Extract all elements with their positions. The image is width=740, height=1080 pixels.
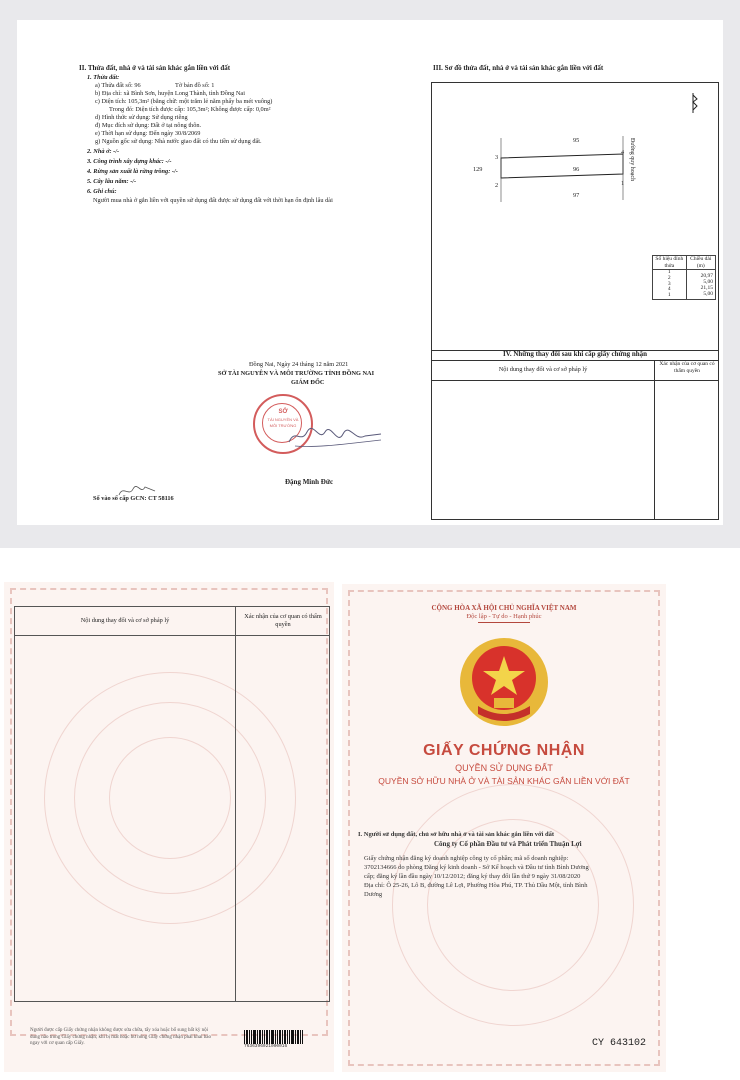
changes-col-content: Nội dung thay đổi và cơ sở pháp lý	[498, 366, 588, 373]
vertex-label-4: 4	[621, 149, 625, 156]
signer-name: Đặng Minh Đức	[285, 478, 334, 486]
notes-text: Người mua nhà ở gắn liền với quyền sử dụng đất được sử dụng đất với thời hạn ổn định lâu dài	[93, 197, 333, 204]
blank-col-content: Nội dung thay đổi và cơ sở pháp lý	[80, 617, 170, 624]
signing-date: Đồng Nai, Ngày 24 tháng 12 năm 2021	[249, 361, 349, 368]
registry-number: Số vào sổ cấp GCN: CT 58116	[93, 495, 174, 502]
table-row-vertex: 4	[667, 286, 671, 293]
owner-detail-line: Dương	[364, 891, 383, 898]
parcel-plan-frame	[431, 82, 719, 351]
owner-detail-line: cấp; đăng ký lần đầu ngày 10/12/2012; đăng ký thay đổi lần thứ 9 ngày 31/08/2020	[364, 873, 581, 880]
neighbor-parcel-south: 97	[573, 192, 580, 199]
parcel-label-center: 96	[573, 166, 580, 173]
issuing-agency: SỞ TÀI NGUYÊN VÀ MÔI TRƯỜNG TỈNH ĐỒNG NAI	[218, 370, 375, 377]
certificate-cover-page	[0, 548, 740, 1080]
use-purpose: đ) Mục đích sử dụng: Đất ở tại nông thôn.	[95, 122, 202, 129]
vertex-label-3: 3	[495, 154, 499, 161]
owner-heading: I. Người sử dụng đất, chủ sở hữu nhà ở và tài sản khác gắn liền với đất	[358, 831, 555, 838]
table-row-length: 21,15	[700, 284, 713, 291]
cover-left-panel	[4, 582, 334, 1072]
seal-text-1: SỞ	[278, 409, 288, 415]
signature-scribble	[285, 420, 385, 452]
area-detail: Trong đó: Diện tích được cấp: 105,3m²; Không được cấp: 0,0m²	[109, 106, 271, 113]
construction-item: 3. Công trình xây dựng khác: -/-	[87, 158, 172, 165]
signer-role: GIÁM ĐỐC	[291, 379, 325, 386]
seal-text-2: TÀI NGUYÊN VÀ	[267, 417, 299, 422]
notes-heading: 6. Ghi chú:	[87, 188, 117, 195]
vertex-label-1: 1	[621, 180, 625, 187]
registry-initials	[115, 483, 159, 499]
table-row-length: 5,00	[703, 279, 713, 286]
certificate-subtitle-2: QUYỀN SỞ HỮU NHÀ Ở VÀ TÀI SẢN KHÁC GẮN LIỀN VỚI ĐẤT	[378, 776, 630, 786]
section-3-title: III. Sơ đồ thửa đất, nhà ở và tài sản khác gắn liền với đất	[433, 64, 604, 72]
cover-right-panel	[342, 584, 666, 1072]
vertex-label-2: 2	[495, 182, 499, 189]
blank-col-confirm: Xác nhận của cơ quan có thẩm quyền	[244, 613, 322, 628]
owner-detail-line: Giấy chứng nhận đăng ký doanh nghiệp công ty cổ phần; mã số doanh nghiệp:	[364, 855, 569, 862]
table-row-vertex: 1	[667, 292, 671, 299]
barcode-number: 7636396021000016	[244, 1044, 288, 1049]
certificate-title: GIẤY CHỨNG NHẬN	[423, 742, 585, 759]
land-heading: 1. Thửa đất:	[87, 74, 120, 81]
section-4-title: IV. Những thay đổi sau khi cấp giấy chứng nhận	[502, 350, 648, 358]
map-sheet-number: Tờ bản đồ số: 1	[175, 82, 215, 89]
address: b) Địa chỉ: xã Bình Sơn, huyện Long Thành, tỉnh Đồng Nai	[95, 90, 245, 97]
area: c) Diện tích: 105,3m² (bằng chữ: một trăm lẻ năm phẩy ba mét vuông)	[95, 98, 273, 105]
certificate-inner-page	[17, 20, 723, 525]
neighbor-parcel-north: 95	[573, 137, 580, 144]
forest-item: 4. Rừng sản xuất là rừng trồng: -/-	[87, 168, 178, 175]
changes-table-blank	[14, 606, 330, 1002]
parcel-sketch	[477, 130, 647, 210]
barcode	[244, 1030, 304, 1049]
house-item: 2. Nhà ở: -/-	[87, 148, 120, 155]
table-row-vertex: 2	[667, 274, 671, 281]
use-term: e) Thời hạn sử dụng: Đến ngày 30/8/2069	[95, 130, 201, 137]
national-emblem-icon	[458, 636, 550, 728]
vertex-id-header: Số hiệu đỉnh thửa	[653, 256, 687, 270]
owner-name: Công ty Cổ phần Đầu tư và Phát triển Thuận Lợi	[434, 840, 582, 848]
owner-detail-line: 3702134666 do phòng Đăng ký kinh doanh - Sở Kế hoạch và Đầu tư tỉnh Bình Dương	[364, 864, 589, 871]
neighbor-parcel-west: 129	[473, 166, 483, 173]
edge-length-table	[652, 255, 716, 300]
table-row-length: 20,97	[700, 273, 713, 280]
certificate-subtitle-1: QUYỀN SỬ DỤNG ĐẤT	[455, 763, 553, 773]
footer-warning: Người được cấp Giấy chứng nhận không được sửa chữa, tẩy xóa hoặc bổ sung bất kỳ nội dung nào trong Giấy chứng nhận; khi bị mất hoặc hư hỏng Giấy chứng nhận phải khai báo ngay với cơ quan cấp Giấy.	[30, 1028, 212, 1046]
north-arrow-icon	[687, 92, 699, 114]
changes-col-confirm: Xác nhận của cơ quan có thẩm quyền	[659, 361, 715, 374]
changes-table	[431, 348, 719, 520]
length-header: Chiều dài (m)	[686, 256, 715, 270]
use-form: d) Hình thức sử dụng: Sử dụng riêng	[95, 114, 188, 121]
road-label: Đường quy hoạch	[629, 138, 635, 182]
table-row-length: 5,00	[703, 290, 713, 297]
national-motto: Độc lập - Tự do - Hạnh phúc	[466, 613, 542, 620]
table-row-vertex: 3	[667, 280, 671, 287]
republic-name: CỘNG HÒA XÃ HỘI CHỦ NGHĨA VIỆT NAM	[431, 604, 577, 612]
table-row-vertex: 1	[667, 269, 671, 275]
use-origin: g) Nguồn gốc sử dụng: Nhà nước giao đất có thu tiền sử dụng đất.	[95, 138, 262, 145]
perennial-item: 5. Cây lâu năm: -/-	[87, 178, 137, 185]
parcel-number: a) Thửa đất số: 96	[95, 82, 141, 89]
section-2-title: II. Thửa đất, nhà ở và tài sản khác gắn liền với đất	[79, 64, 231, 72]
serial-number: CY 643102	[592, 1038, 647, 1049]
owner-detail-line: Địa chỉ: Ô 25-26, Lô B, đường Lê Lợi, Phường Hòa Phú, TP. Thủ Dầu Một, tỉnh Bình	[364, 882, 588, 889]
seal-text-3: MÔI TRƯỜNG	[269, 423, 297, 428]
